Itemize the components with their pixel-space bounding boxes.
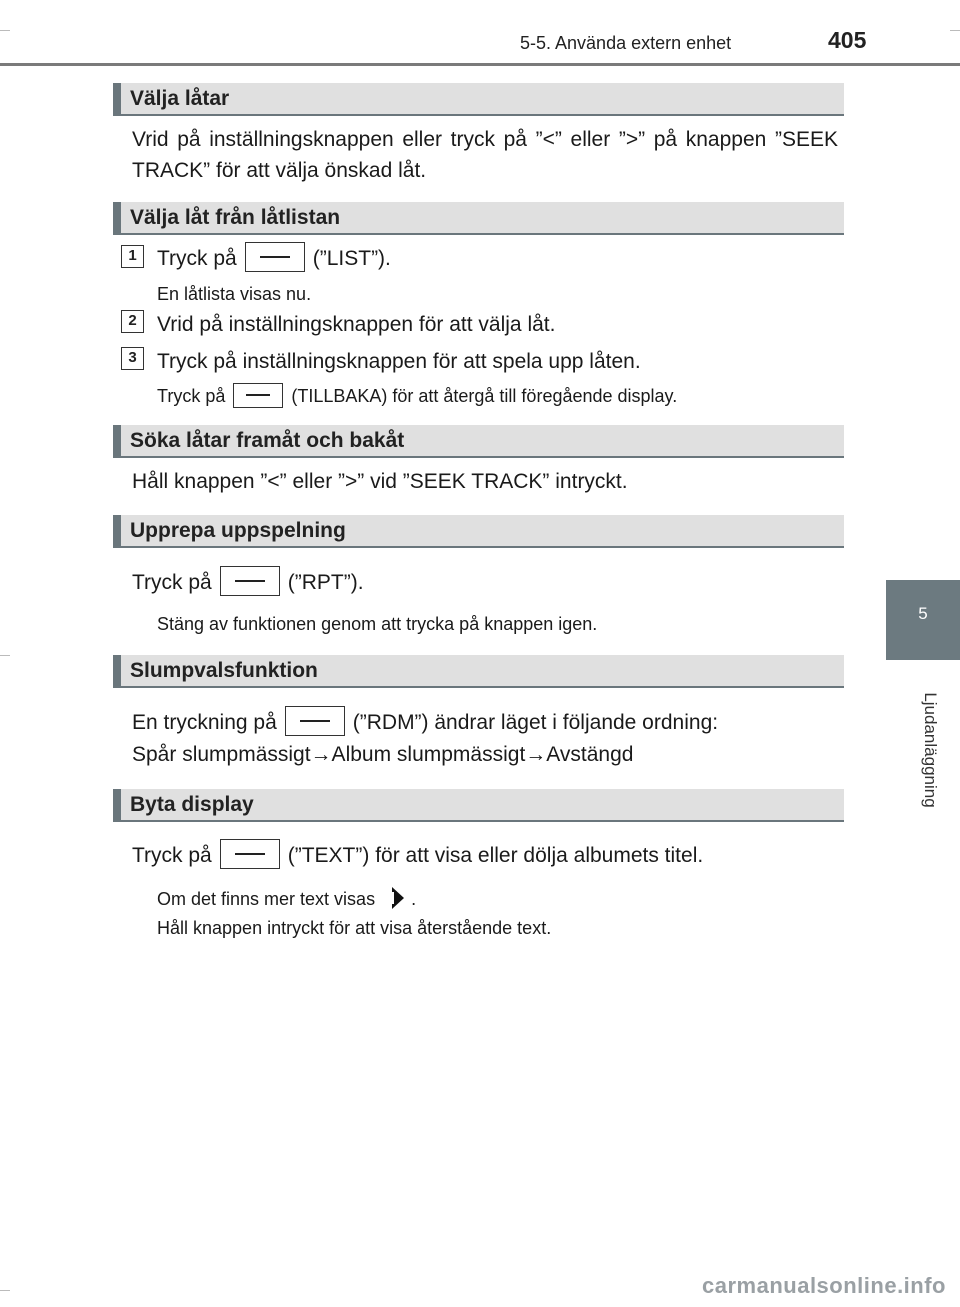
step-number: 2	[121, 310, 144, 333]
section-bar-slumpval	[113, 655, 844, 688]
rpt-button-icon	[220, 566, 280, 596]
section-bar-valja-latar	[113, 83, 844, 116]
page-number: 405	[828, 27, 867, 53]
section-title: Välja låtar	[130, 87, 230, 110]
sequence: Spår slumpmässigt→Album slumpmässigt→Avstängd	[132, 743, 634, 766]
step-text: Vrid på inställningsknappen för att välja låt.	[157, 313, 556, 336]
section-title: Slumpvalsfunktion	[130, 659, 318, 682]
crop-mark	[0, 1290, 10, 1291]
paragraph: Vrid på inställningsknappen eller tryck på ”<” eller ”>” på knappen ”SEEK TRACK” för att välja önskad låt.	[132, 128, 838, 182]
note: En låtlista visas nu.	[157, 284, 312, 304]
crop-mark	[950, 30, 960, 31]
section-bar-soka	[113, 425, 844, 458]
watermark: carmanualsonline.info	[702, 1273, 946, 1298]
paragraph: Tryck på (”RPT”).	[132, 567, 364, 598]
section-title: Välja låt från låtlistan	[130, 206, 341, 229]
chapter-number: 5	[918, 604, 928, 623]
list-button-icon	[245, 242, 305, 272]
crop-mark	[0, 30, 10, 31]
step-text: Tryck på inställningsknappen för att spela upp låten.	[157, 350, 641, 373]
text-button-icon	[220, 839, 280, 869]
more-text-arrow-icon	[391, 886, 405, 910]
rdm-button-icon	[285, 706, 345, 736]
section-title: Byta display	[130, 793, 254, 816]
section-title: Söka låtar framåt och bakåt	[130, 429, 405, 452]
chapter-label: Ljudanläggning	[921, 692, 940, 808]
step-number: 1	[121, 245, 144, 268]
section-bar-latlistan	[113, 202, 844, 235]
note: Tryck på (TILLBAKA) för att återgå till föregående display.	[157, 382, 677, 410]
step-number: 3	[121, 347, 144, 370]
note: Håll knappen intryckt för att visa återstående text.	[157, 918, 552, 938]
paragraph: En tryckning på (”RDM”) ändrar läget i följande ordning:	[132, 707, 718, 738]
step-text: Tryck på (”LIST”).	[157, 243, 391, 274]
back-button-icon	[233, 383, 283, 408]
section-title: Upprepa uppspelning	[130, 519, 346, 542]
header-rule	[0, 63, 960, 66]
section-bar-upprepa	[113, 515, 844, 548]
paragraph: Tryck på (”TEXT”) för att visa eller dölja albumets titel.	[132, 840, 703, 871]
section-bar-byta-display	[113, 789, 844, 822]
paragraph: Håll knappen ”<” eller ”>” vid ”SEEK TRACK” intryckt.	[132, 470, 628, 493]
note: Stäng av funktionen genom att trycka på knappen igen.	[157, 614, 598, 634]
note: Om det finns mer text visas .	[157, 885, 416, 913]
running-header: 5-5. Använda extern enhet	[520, 33, 732, 53]
crop-mark	[0, 655, 10, 656]
